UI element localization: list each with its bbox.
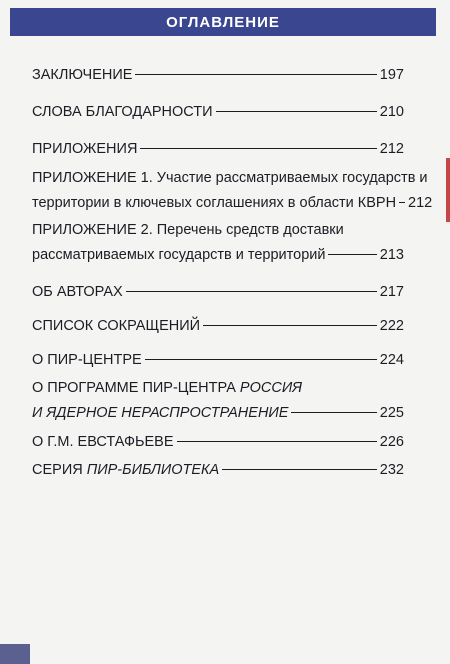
toc-page-number: 212 [379, 141, 404, 157]
toc-entry-pir-library-series[interactable] [32, 459, 404, 481]
toc-page-number: 232 [379, 462, 404, 478]
toc-page-number: 197 [379, 67, 404, 83]
toc-entry-about-pir-center[interactable] [32, 349, 404, 371]
toc-entry-about-programme[interactable] [32, 377, 404, 424]
toc-entry-acknowledgements[interactable] [32, 101, 404, 123]
page-edge-marker [446, 158, 450, 222]
leader-line [145, 359, 377, 360]
toc-entry-title: СЕРИЯ [32, 462, 83, 478]
page-corner-marker [0, 644, 30, 664]
leader-line [291, 412, 376, 413]
toc-entry-title-line-2: рассматриваемых государств и территорий [32, 247, 326, 263]
toc-entry-appendix-1[interactable] [32, 167, 433, 214]
toc-entry-title-line-1: ПРИЛОЖЕНИЕ 2. Перечень средств доставки [32, 222, 344, 238]
toc-page-number: 210 [379, 104, 404, 120]
toc-page-number: 212 [408, 195, 433, 211]
toc-entry-about-authors[interactable] [32, 281, 404, 303]
toc-entry-title-italic: РОССИЯ [239, 380, 303, 396]
toc-page-number: 222 [379, 318, 404, 334]
toc-entry-appendix-2[interactable] [32, 219, 404, 266]
toc-page-number: 213 [379, 247, 404, 263]
toc-entry-title-line-1: ПРИЛОЖЕНИЕ 1. Участие рассматриваемых государств и [32, 170, 428, 186]
toc-entry-title-line-2: И ЯДЕРНОЕ НЕРАСПРОСТРАНЕНИЕ [32, 405, 289, 421]
toc-entry-title-italic: ПИР-БИБЛИОТЕКА [86, 462, 220, 478]
toc-entry-about-evstafiev[interactable] [32, 431, 404, 453]
toc-entry-title: О Г.М. ЕВСТАФЬЕВЕ [32, 434, 174, 450]
toc-page-number: 217 [379, 284, 404, 300]
toc-entry-title: СЛОВА БЛАГОДАРНОСТИ [32, 104, 213, 120]
leader-line [135, 74, 376, 75]
toc-page-number: 224 [379, 352, 404, 368]
toc-entry-title-line-1: О ПРОГРАММЕ ПИР-ЦЕНТРА [32, 380, 236, 396]
toc-entry-abbreviations[interactable] [32, 315, 404, 337]
leader-line [216, 111, 377, 112]
toc-entry-title: ЗАКЛЮЧЕНИЕ [32, 67, 133, 83]
leader-line [177, 441, 377, 442]
toc-entry-appendices[interactable] [32, 138, 404, 160]
toc-page-number: 226 [379, 434, 404, 450]
toc-entry-conclusion[interactable] [32, 64, 404, 86]
toc-entry-title: О ПИР-ЦЕНТРЕ [32, 352, 142, 368]
toc-entry-title: СПИСОК СОКРАЩЕНИЙ [32, 318, 201, 334]
toc-entry-title: ПРИЛОЖЕНИЯ [32, 141, 138, 157]
leader-line [140, 148, 376, 149]
leader-line [203, 325, 377, 326]
toc-entry-title: ОБ АВТОРАХ [32, 284, 123, 300]
leader-line [328, 254, 376, 255]
toc-entry-title-line-2: территории в ключевых соглашениях в области КВРН [32, 195, 397, 211]
toc-header-bar [10, 8, 436, 36]
leader-line [126, 291, 377, 292]
toc-title: ОГЛАВЛЕНИЕ [166, 13, 280, 31]
leader-line [222, 469, 377, 470]
leader-line [399, 202, 405, 203]
toc-page-number: 225 [379, 405, 404, 421]
